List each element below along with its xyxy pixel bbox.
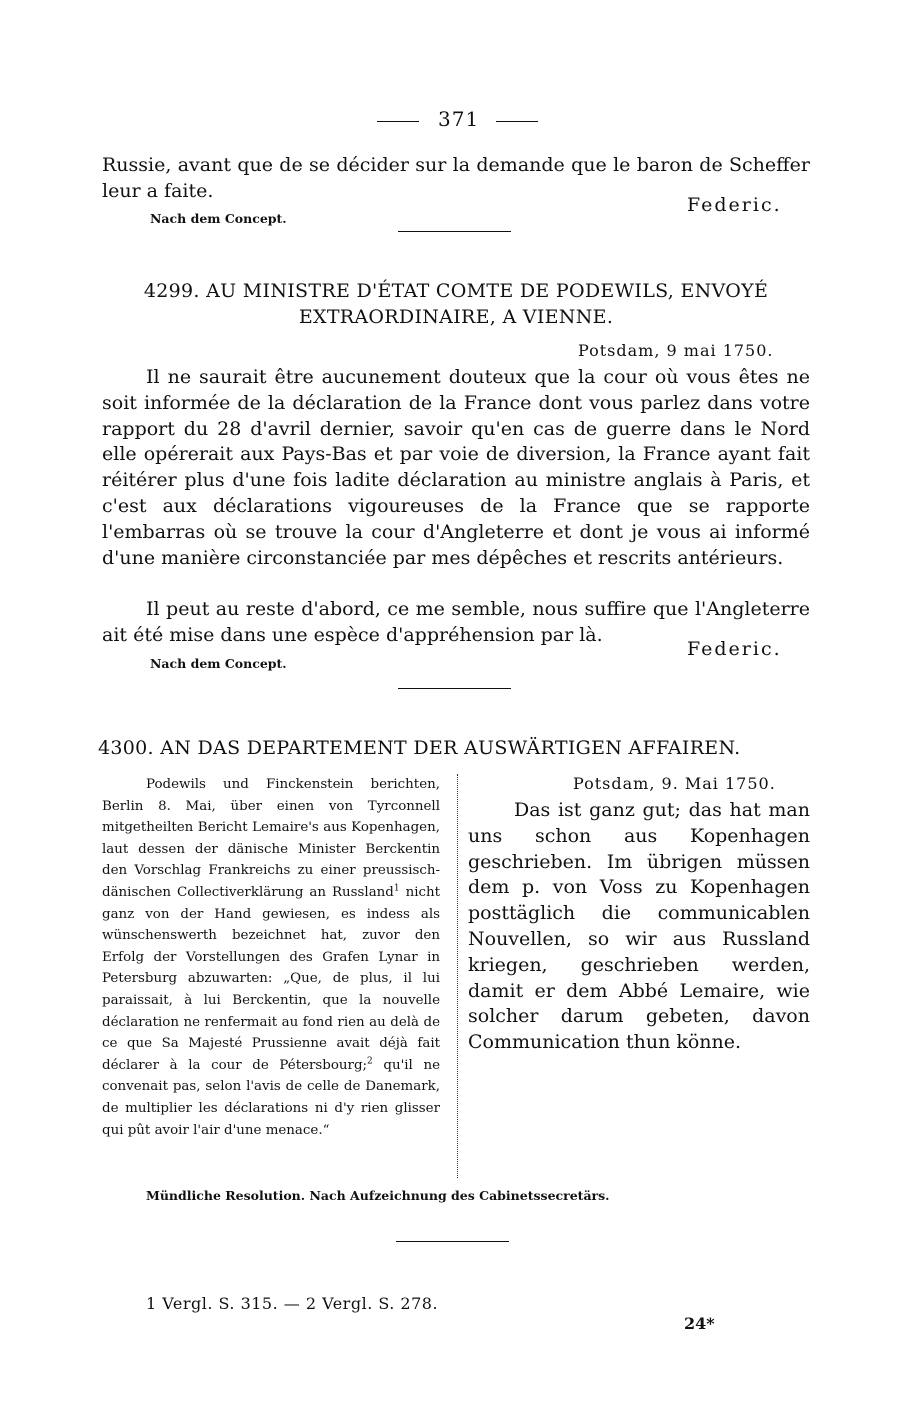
section-divider-2: [398, 688, 511, 689]
doc-4300-source-note: Mündliche Resolution. Nach Aufzeichnung des Cabinetssecretärs.: [146, 1188, 610, 1203]
section-divider-1: [398, 231, 511, 232]
intro-text: Russie, avant que de se décider sur la demande que le baron de Scheffer leur a faite.: [102, 154, 810, 202]
doc-4300-summary-part-2: nicht ganz von der Hand gewiesen, es indess als wünschenswerth bezeichnet hat, zuvor den Erfolg der Vorstellungen des Grafen Lynar in Petersburg abzuwarten: „Que, de plus, il lui paraissait, à lui Berckentin, que la nouvelle déclaration ne renfermait au fond rien au delà de ce que Sa Majesté Prussienne avait déjà fait déclarer à la cour de Pétersbourg;: [102, 884, 441, 1073]
doc-4300-summary-part-1: Podewils und Finckenstein berichten, Berlin 8. Mai, über einen von Tyrconnell mitgetheilten Bericht Lemaire's aus Kopenhagen, laut dessen der dänische Minister Berckentin den Vorschlag Frankreichs zu einer preussisch-dänischen Collectiverklärung an Russland: [102, 777, 440, 900]
doc-4299-source-note: Nach dem Concept.: [150, 656, 287, 671]
doc-4300-heading: 4300. AN DAS DEPARTEMENT DER AUSWÄRTIGEN AFFAIREN.: [98, 737, 741, 759]
column-separator: [457, 774, 458, 1178]
header-rule-left: [377, 121, 419, 122]
doc-4299-heading: 4299. AU MINISTRE D'ÉTAT COMTE DE PODEWILS, ENVOYÉ EXTRAORDINAIRE, A VIENNE.: [143, 280, 769, 328]
footnote-ref-1[interactable]: 1: [393, 883, 400, 894]
page-number: 371: [438, 107, 480, 131]
doc-4300-dateline: Potsdam, 9. Mai 1750.: [573, 774, 776, 793]
doc-4300-resolution-text: Das ist ganz gut; das hat man uns schon aus Kopenhagen geschrieben. Im übrigen müssen dem p. von Voss zu Kopenhagen posttäglich die communicablen Nouvellen, so wir aus Russland kriegen, geschrieben werden, damit er dem Abbé Lemaire, wie solcher darum gebeten, davon Communication thun könne.: [468, 799, 810, 1054]
intro-source-note: Nach dem Concept.: [150, 211, 287, 226]
doc-4300-summary-column: [102, 774, 440, 1141]
section-divider-3: [396, 1241, 509, 1242]
footnote-ref-2[interactable]: 2: [367, 1056, 373, 1067]
intro-signature: Federic.: [687, 194, 782, 216]
doc-4299-signature: Federic.: [687, 638, 782, 660]
signature-mark: 24*: [684, 1314, 715, 1333]
doc-4299-paragraph-1: [102, 365, 810, 571]
footnotes: 1 Vergl. S. 315. — 2 Vergl. S. 278.: [146, 1294, 439, 1313]
doc-4299-dateline: Potsdam, 9 mai 1750.: [578, 341, 774, 360]
doc-4299-paragraph-1-text: Il ne saurait être aucunement douteux que la cour où vous êtes ne soit informée de la déclaration de la France dont vous parlez dans votre rapport du 28 d'avril dernier, savoir qu'en cas de guerre dans le Nord elle opérerait aux Pays-Bas et par voie de diversion, la France ayant fait réitérer plus d'une fois ladite déclaration au ministre anglais à Paris, et c'est aux déclarations vigoureuses de la France que se rapporte l'embarras où se trouve la cour d'Angleterre et dont je vous ai informé d'une manière circonstanciée par mes dépêches et rescrits antérieurs.: [102, 366, 810, 569]
header-rule-right: [496, 121, 538, 122]
doc-4300-summary-part-3: qu'il ne convenait pas, selon l'avis de celle de Danemark, de multiplier les déclarations ni d'y rien glisser qui pût avoir l'air d'une menace.“: [102, 1057, 440, 1138]
doc-4300-resolution-column: [468, 798, 810, 1056]
doc-4299-paragraph-2-text: Il peut au reste d'abord, ce me semble, nous suffire que l'Angleterre ait été mise dans une espèce d'appréhension par là.: [102, 598, 810, 646]
